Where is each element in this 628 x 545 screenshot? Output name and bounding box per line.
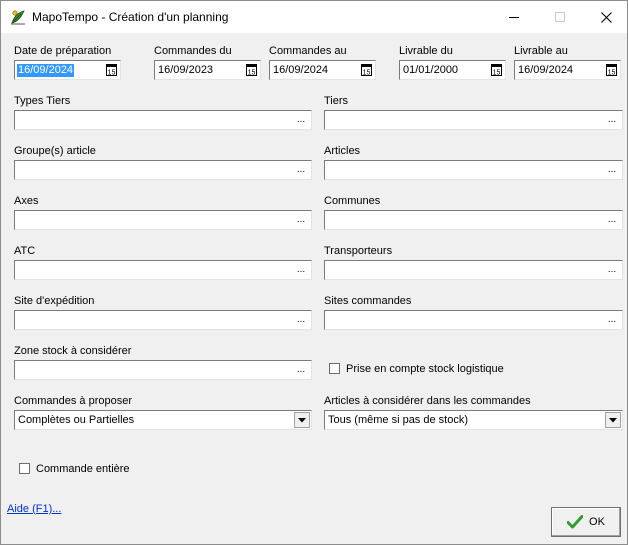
date-livrable-du-value: 01/01/2000 xyxy=(403,64,459,76)
date-commandes-au-value: 16/09/2024 xyxy=(273,64,329,76)
label-commandes-au: Commandes au xyxy=(269,45,347,57)
svg-text:15: 15 xyxy=(107,69,116,76)
sites-commandes-field[interactable] xyxy=(324,310,623,330)
label-atc: ATC xyxy=(14,245,36,257)
types-tiers-field[interactable] xyxy=(14,110,312,130)
commande-entiere-checkbox[interactable] xyxy=(19,463,30,474)
label-commande-entiere: Commande entière xyxy=(36,463,130,475)
date-livrable-au-value: 16/09/2024 xyxy=(518,64,574,76)
label-stock-logistique: Prise en compte stock logistique xyxy=(346,363,504,375)
help-link[interactable]: Aide (F1)... xyxy=(7,503,62,515)
dropdown-arrow-button[interactable] xyxy=(605,412,621,428)
date-livrable-du-field[interactable] xyxy=(399,60,506,80)
browse-button[interactable]: ... xyxy=(296,214,306,225)
dropdown-arrow-button[interactable] xyxy=(294,412,310,428)
chevron-down-icon xyxy=(609,418,617,423)
browse-button[interactable]: ... xyxy=(607,264,617,275)
atc-field[interactable] xyxy=(14,260,312,280)
dialog-body xyxy=(1,33,627,544)
browse-button[interactable]: ... xyxy=(296,364,306,375)
articles-considerer-value: Tous (même si pas de stock) xyxy=(328,414,468,426)
date-livrable-au-field[interactable] xyxy=(514,60,621,80)
ok-button[interactable] xyxy=(551,507,621,537)
date-commandes-du-value: 16/09/2023 xyxy=(158,64,214,76)
ok-button-label: OK xyxy=(589,516,605,528)
browse-button[interactable]: ... xyxy=(607,164,617,175)
date-commandes-du-field[interactable] xyxy=(154,60,261,80)
label-groupes-article: Groupe(s) article xyxy=(14,145,96,157)
calendar-icon xyxy=(106,64,117,76)
mapotempo-app-icon xyxy=(9,8,27,26)
zone-stock-field[interactable] xyxy=(14,360,312,380)
close-icon xyxy=(601,12,612,23)
svg-text:15: 15 xyxy=(362,69,371,76)
label-transporteurs: Transporteurs xyxy=(324,245,393,257)
browse-button[interactable]: ... xyxy=(296,164,306,175)
label-articles: Articles xyxy=(324,145,361,157)
label-articles-considerer: Articles à considérer dans les commandes xyxy=(324,395,531,407)
label-sites-commandes: Sites commandes xyxy=(324,295,412,307)
label-commandes-proposer: Commandes à proposer xyxy=(14,395,133,407)
tiers-field[interactable] xyxy=(324,110,623,130)
label-date-preparation: Date de préparation xyxy=(14,45,112,57)
svg-text:15: 15 xyxy=(247,69,256,76)
site-expedition-field[interactable] xyxy=(14,310,312,330)
label-livrable-au: Livrable au xyxy=(514,45,568,57)
commandes-proposer-select[interactable] xyxy=(14,410,312,430)
label-communes: Communes xyxy=(324,195,381,207)
label-types-tiers: Types Tiers xyxy=(14,95,71,107)
browse-button[interactable]: ... xyxy=(607,114,617,125)
transporteurs-field[interactable] xyxy=(324,260,623,280)
minimize-icon xyxy=(509,12,519,22)
stock-logistique-checkbox[interactable] xyxy=(329,363,340,374)
date-preparation-value: 16/09/2024 xyxy=(18,64,74,76)
minimize-button[interactable] xyxy=(491,1,537,33)
calendar-icon xyxy=(246,64,257,76)
label-site-expedition: Site d'expédition xyxy=(14,295,95,307)
articles-field[interactable] xyxy=(324,160,623,180)
chevron-down-icon xyxy=(298,418,306,423)
date-commandes-au-field[interactable] xyxy=(269,60,376,80)
svg-text:15: 15 xyxy=(607,69,616,76)
maximize-button[interactable] xyxy=(537,1,583,33)
browse-button[interactable]: ... xyxy=(607,314,617,325)
axes-field[interactable] xyxy=(14,210,312,230)
label-commandes-du: Commandes du xyxy=(154,45,232,57)
title-bar[interactable] xyxy=(1,1,627,33)
browse-button[interactable]: ... xyxy=(296,314,306,325)
browse-button[interactable]: ... xyxy=(607,214,617,225)
date-preparation-field[interactable] xyxy=(14,60,121,80)
label-zone-stock: Zone stock à considérer xyxy=(14,345,132,357)
close-button[interactable] xyxy=(583,1,628,33)
maximize-icon xyxy=(555,12,565,22)
browse-button[interactable]: ... xyxy=(296,114,306,125)
window-title: MapoTempo - Création d'un planning xyxy=(32,10,229,24)
svg-text:15: 15 xyxy=(492,69,501,76)
commandes-proposer-value: Complètes ou Partielles xyxy=(18,414,135,426)
checkmark-icon xyxy=(567,515,583,529)
browse-button[interactable]: ... xyxy=(296,264,306,275)
communes-field[interactable] xyxy=(324,210,623,230)
calendar-icon xyxy=(361,64,372,76)
groupes-article-field[interactable] xyxy=(14,160,312,180)
calendar-icon xyxy=(491,64,502,76)
calendar-icon xyxy=(606,64,617,76)
label-axes: Axes xyxy=(14,195,39,207)
label-tiers: Tiers xyxy=(324,95,349,107)
label-livrable-du: Livrable du xyxy=(399,45,453,57)
articles-considerer-select[interactable] xyxy=(324,410,623,430)
